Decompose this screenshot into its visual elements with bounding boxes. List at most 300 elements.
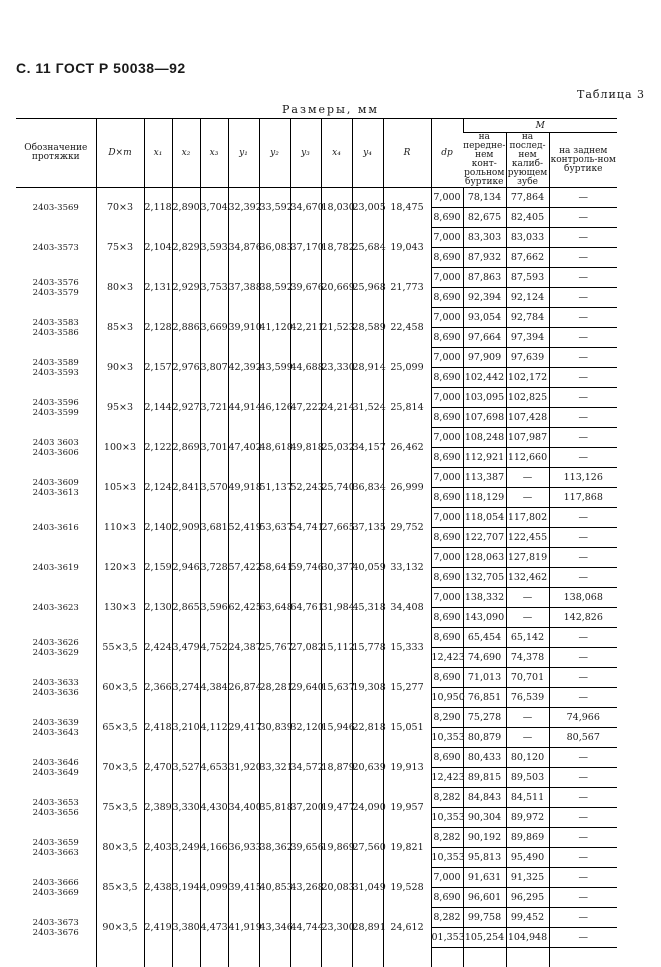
table-row — [16, 748, 617, 768]
col-x3: x₃ — [200, 119, 228, 188]
cell-y2: 28,281 — [259, 668, 290, 708]
cell-m-last: 83,033 — [506, 228, 549, 248]
cell-m-last: 89,869 — [506, 828, 549, 848]
cell-dp: 8,690 — [431, 488, 463, 508]
cell-r: 24,612 — [383, 908, 431, 948]
cell-y1: 26,874 — [228, 668, 259, 708]
cell-m-front: 83,303 — [463, 228, 506, 248]
cell-m-front: 87,932 — [463, 248, 506, 268]
cell-code: 2403 3603 2403-3606 — [16, 428, 96, 468]
cell-code: 2403-3596 2403-3599 — [16, 388, 96, 428]
cell-x2: 2,865 — [172, 588, 200, 628]
cell-m-rear: — — [549, 288, 617, 308]
cell-y1: 47,402 — [228, 428, 259, 468]
cell-m-front: 80,879 — [463, 728, 506, 748]
table-row — [16, 308, 617, 328]
cell-code: 2403-3589 2403-3593 — [16, 348, 96, 388]
cell-y2: 33,321 — [259, 748, 290, 788]
cell-code: 2403-3609 2403-3613 — [16, 468, 96, 508]
cell-x4: 18,879 — [321, 748, 352, 788]
cell-m-front: 93,054 — [463, 308, 506, 328]
cell-x2: 2,927 — [172, 388, 200, 428]
cell-m-front: 118,054 — [463, 508, 506, 528]
empty-cell — [549, 948, 617, 967]
cell-x3: 3,701 — [200, 428, 228, 468]
cell-x1: 2,157 — [144, 348, 172, 388]
cell-x4: 30,377 — [321, 548, 352, 588]
cell-y1: 24,387 — [228, 628, 259, 668]
cell-m-last: 107,428 — [506, 408, 549, 428]
cell-m-front: 71,013 — [463, 668, 506, 688]
cell-dp: 12,423 — [431, 648, 463, 668]
cell-y1: 62,425 — [228, 588, 259, 628]
cell-r: 19,528 — [383, 868, 431, 908]
cell-r: 15,277 — [383, 668, 431, 708]
cell-x3: 4,430 — [200, 788, 228, 828]
cell-x2: 3,527 — [172, 748, 200, 788]
cell-dp: 7,000 — [431, 548, 463, 568]
cell-x3: 3,669 — [200, 308, 228, 348]
cell-m-front: 96,601 — [463, 888, 506, 908]
cell-m-rear: 142,826 — [549, 608, 617, 628]
cell-y2: 58,641 — [259, 548, 290, 588]
empty-cell — [463, 948, 506, 967]
cell-r: 19,913 — [383, 748, 431, 788]
cell-m-last: 77,864 — [506, 188, 549, 208]
cell-x3: 4,473 — [200, 908, 228, 948]
cell-dxm: 60×3,5 — [96, 668, 144, 708]
col-y2: y₂ — [259, 119, 290, 188]
cell-m-front: 76,851 — [463, 688, 506, 708]
cell-x1: 2,418 — [144, 708, 172, 748]
cell-dp: 8,690 — [431, 528, 463, 548]
cell-m-last: 107,987 — [506, 428, 549, 448]
cell-x3: 3,807 — [200, 348, 228, 388]
cell-x1: 2,140 — [144, 508, 172, 548]
cell-x2: 3,194 — [172, 868, 200, 908]
empty-cell — [16, 948, 96, 967]
cell-m-rear: 117,868 — [549, 488, 617, 508]
empty-cell — [200, 948, 228, 967]
table-row — [16, 508, 617, 528]
cell-x1: 2,438 — [144, 868, 172, 908]
cell-y2: 51,137 — [259, 468, 290, 508]
cell-x4: 27,665 — [321, 508, 352, 548]
cell-code: 2403-3666 2403-3669 — [16, 868, 96, 908]
cell-m-last: 87,662 — [506, 248, 549, 268]
cell-x2: 3,479 — [172, 628, 200, 668]
cell-m-last: 97,639 — [506, 348, 549, 368]
cell-x4: 20,669 — [321, 268, 352, 308]
cell-dp: 8,282 — [431, 908, 463, 928]
cell-dp: 7,000 — [431, 228, 463, 248]
cell-m-front: 99,758 — [463, 908, 506, 928]
table-row — [16, 588, 617, 608]
cell-y4: 28,891 — [352, 908, 383, 948]
cell-x2: 3,249 — [172, 828, 200, 868]
cell-m-last: 76,539 — [506, 688, 549, 708]
empty-cell — [290, 948, 321, 967]
cell-x2: 3,274 — [172, 668, 200, 708]
cell-dxm: 85×3,5 — [96, 868, 144, 908]
cell-x2: 2,890 — [172, 188, 200, 228]
cell-x3: 4,099 — [200, 868, 228, 908]
cell-r: 26,999 — [383, 468, 431, 508]
cell-dxm: 65×3,5 — [96, 708, 144, 748]
cell-m-rear: — — [549, 268, 617, 288]
cell-dxm: 90×3 — [96, 348, 144, 388]
cell-y1: 29,417 — [228, 708, 259, 748]
cell-x1: 2,131 — [144, 268, 172, 308]
col-m-rear: на заднем контроль-ном буртике — [549, 133, 617, 188]
table-row — [16, 348, 617, 368]
cell-y3: 29,640 — [290, 668, 321, 708]
cell-x1: 2,104 — [144, 228, 172, 268]
cell-y3: 37,200 — [290, 788, 321, 828]
cell-r: 15,051 — [383, 708, 431, 748]
cell-m-front: 138,332 — [463, 588, 506, 608]
cell-dp: 7,000 — [431, 188, 463, 208]
cell-y4: 28,589 — [352, 308, 383, 348]
cell-y2: 48,618 — [259, 428, 290, 468]
table-row — [16, 828, 617, 848]
cell-y3: 37,170 — [290, 228, 321, 268]
cell-m-last: 74,378 — [506, 648, 549, 668]
cell-m-rear: — — [549, 428, 617, 448]
cell-x4: 31,984 — [321, 588, 352, 628]
cell-dp: 8,690 — [431, 248, 463, 268]
cell-dp: 12,423 — [431, 768, 463, 788]
cell-m-last: 117,802 — [506, 508, 549, 528]
cell-m-front: 74,690 — [463, 648, 506, 668]
cell-dxm: 75×3,5 — [96, 788, 144, 828]
cell-m-front: 132,705 — [463, 568, 506, 588]
cell-y1: 34,400 — [228, 788, 259, 828]
cell-m-rear: — — [549, 528, 617, 548]
cell-dp: 7,000 — [431, 348, 463, 368]
cell-y2: 53,637 — [259, 508, 290, 548]
cell-m-front: 91,631 — [463, 868, 506, 888]
cell-y4: 45,318 — [352, 588, 383, 628]
page-header: С. 11 ГОСТ Р 50038—92 — [16, 60, 186, 76]
table-body — [16, 188, 617, 967]
cell-dp: 7,000 — [431, 428, 463, 448]
cell-m-front: 78,134 — [463, 188, 506, 208]
empty-cell — [506, 948, 549, 967]
cell-m-last: 95,490 — [506, 848, 549, 868]
empty-cell — [96, 948, 144, 967]
cell-dp: 7,000 — [431, 308, 463, 328]
cell-m-last: 102,172 — [506, 368, 549, 388]
cell-y3: 39,656 — [290, 828, 321, 868]
cell-y4: 31,524 — [352, 388, 383, 428]
cell-y3: 49,818 — [290, 428, 321, 468]
cell-m-front: 82,675 — [463, 208, 506, 228]
cell-m-last: 132,462 — [506, 568, 549, 588]
cell-y2: 30,839 — [259, 708, 290, 748]
cell-x3: 4,166 — [200, 828, 228, 868]
cell-y4: 15,778 — [352, 628, 383, 668]
cell-x1: 2,144 — [144, 388, 172, 428]
cell-code: 2403-3583 2403-3586 — [16, 308, 96, 348]
cell-m-front: 65,454 — [463, 628, 506, 648]
cell-dp: 7,000 — [431, 588, 463, 608]
table-label: Таблица 3 — [577, 88, 645, 101]
cell-r: 33,132 — [383, 548, 431, 588]
cell-dp: 8,690 — [431, 748, 463, 768]
cell-y2: 25,767 — [259, 628, 290, 668]
cell-x2: 2,946 — [172, 548, 200, 588]
cell-x4: 23,300 — [321, 908, 352, 948]
cell-m-front: 107,698 — [463, 408, 506, 428]
cell-m-front: 87,863 — [463, 268, 506, 288]
cell-code: 2403-3659 2403-3663 — [16, 828, 96, 868]
dimensions-table — [16, 118, 617, 967]
table-row — [16, 548, 617, 568]
cell-x3: 3,728 — [200, 548, 228, 588]
cell-m-rear: — — [549, 188, 617, 208]
cell-m-rear: — — [549, 408, 617, 428]
col-y1: y₁ — [228, 119, 259, 188]
cell-r: 19,821 — [383, 828, 431, 868]
cell-m-last: — — [506, 608, 549, 628]
cell-dxm: 75×3 — [96, 228, 144, 268]
cell-x3: 4,752 — [200, 628, 228, 668]
cell-m-last: 92,124 — [506, 288, 549, 308]
empty-cell — [352, 948, 383, 967]
cell-dp: 8,282 — [431, 828, 463, 848]
cell-x1: 2,419 — [144, 908, 172, 948]
cell-dp: 8,690 — [431, 628, 463, 648]
cell-x2: 2,976 — [172, 348, 200, 388]
cell-dxm: 120×3 — [96, 548, 144, 588]
cell-dp: 7,000 — [431, 508, 463, 528]
cell-x2: 2,869 — [172, 428, 200, 468]
cell-m-rear: — — [549, 248, 617, 268]
empty-cell — [259, 948, 290, 967]
cell-dxm: 70×3,5 — [96, 748, 144, 788]
cell-x1: 2,130 — [144, 588, 172, 628]
cell-m-rear: — — [549, 228, 617, 248]
cell-m-front: 113,387 — [463, 468, 506, 488]
cell-x1: 2,403 — [144, 828, 172, 868]
cell-x4: 25,032 — [321, 428, 352, 468]
col-y4: y₄ — [352, 119, 383, 188]
cell-m-rear: — — [549, 568, 617, 588]
cell-y3: 42,211 — [290, 308, 321, 348]
cell-dxm: 130×3 — [96, 588, 144, 628]
cell-dp: 8,690 — [431, 328, 463, 348]
table-row — [16, 428, 617, 448]
col-x1: x₁ — [144, 119, 172, 188]
empty-cell — [172, 948, 200, 967]
cell-r: 26,462 — [383, 428, 431, 468]
cell-m-rear: — — [549, 888, 617, 908]
cell-m-front: 80,433 — [463, 748, 506, 768]
table-row — [16, 908, 617, 928]
cell-m-rear: — — [549, 508, 617, 528]
cell-x3: 3,681 — [200, 508, 228, 548]
cell-dp: 10,950 — [431, 688, 463, 708]
cell-m-rear: 74,966 — [549, 708, 617, 728]
cell-x1: 2,470 — [144, 748, 172, 788]
col-m-last: на послед-нем калиб-рующем зубе — [506, 133, 549, 188]
col-m-front: на передне-нем конт-рольном буртике — [463, 133, 506, 188]
cell-m-rear: — — [549, 768, 617, 788]
col-x2: x₂ — [172, 119, 200, 188]
cell-y3: 44,744 — [290, 908, 321, 948]
cell-r: 25,814 — [383, 388, 431, 428]
table-row — [16, 668, 617, 688]
cell-y3: 64,761 — [290, 588, 321, 628]
cell-x2: 2,929 — [172, 268, 200, 308]
cell-m-last: 99,452 — [506, 908, 549, 928]
cell-dp: 8,690 — [431, 408, 463, 428]
cell-m-front: 97,664 — [463, 328, 506, 348]
cell-dp: 01,353 — [431, 928, 463, 948]
cell-y1: 41,919 — [228, 908, 259, 948]
cell-x4: 25,740 — [321, 468, 352, 508]
cell-m-front: 84,843 — [463, 788, 506, 808]
cell-x3: 3,721 — [200, 388, 228, 428]
cell-m-rear: — — [549, 788, 617, 808]
cell-y3: 32,120 — [290, 708, 321, 748]
cell-m-rear: — — [549, 828, 617, 848]
cell-m-last: 92,784 — [506, 308, 549, 328]
cell-dp: 8,282 — [431, 788, 463, 808]
cell-y1: 34,876 — [228, 228, 259, 268]
table-row — [16, 228, 617, 248]
cell-m-last: 87,593 — [506, 268, 549, 288]
cell-y1: 32,392 — [228, 188, 259, 228]
cell-x3: 4,112 — [200, 708, 228, 748]
cell-m-rear: — — [549, 688, 617, 708]
empty-cell — [383, 948, 431, 967]
cell-y2: 38,592 — [259, 268, 290, 308]
cell-y3: 43,268 — [290, 868, 321, 908]
cell-y2: 40,853 — [259, 868, 290, 908]
cell-m-last: 82,405 — [506, 208, 549, 228]
cell-dxm: 80×3 — [96, 268, 144, 308]
cell-y1: 49,918 — [228, 468, 259, 508]
cell-m-front: 128,063 — [463, 548, 506, 568]
cell-m-last: — — [506, 488, 549, 508]
cell-m-rear: — — [549, 348, 617, 368]
cell-m-rear: — — [549, 388, 617, 408]
cell-m-rear: 80,567 — [549, 728, 617, 748]
cell-y4: 20,639 — [352, 748, 383, 788]
cell-r: 21,773 — [383, 268, 431, 308]
cell-y1: 44,914 — [228, 388, 259, 428]
cell-y4: 28,914 — [352, 348, 383, 388]
cell-x1: 2,424 — [144, 628, 172, 668]
table-row — [16, 268, 617, 288]
cell-m-rear: — — [549, 368, 617, 388]
cell-x2: 3,330 — [172, 788, 200, 828]
cell-dxm: 105×3 — [96, 468, 144, 508]
cell-m-last: 104,948 — [506, 928, 549, 948]
cell-r: 25,099 — [383, 348, 431, 388]
cell-m-rear: — — [549, 808, 617, 828]
cell-dp: 8,690 — [431, 608, 463, 628]
table-row — [16, 868, 617, 888]
cell-m-last: 122,455 — [506, 528, 549, 548]
empty-cell — [321, 948, 352, 967]
cell-x4: 21,523 — [321, 308, 352, 348]
cell-y2: 43,599 — [259, 348, 290, 388]
col-x4: x₄ — [321, 119, 352, 188]
cell-x1: 2,366 — [144, 668, 172, 708]
cell-m-front: 95,813 — [463, 848, 506, 868]
cell-x4: 18,782 — [321, 228, 352, 268]
cell-code: 2403-3673 2403-3676 — [16, 908, 96, 948]
cell-dp: 8,690 — [431, 288, 463, 308]
cell-y3: 54,741 — [290, 508, 321, 548]
cell-dxm: 55×3,5 — [96, 628, 144, 668]
cell-m-rear: 138,068 — [549, 588, 617, 608]
cell-m-rear: — — [549, 928, 617, 948]
cell-y4: 25,684 — [352, 228, 383, 268]
cell-x2: 2,841 — [172, 468, 200, 508]
cell-x4: 15,112 — [321, 628, 352, 668]
cell-m-last: 102,825 — [506, 388, 549, 408]
cell-m-rear: — — [549, 208, 617, 228]
cell-m-rear: — — [549, 848, 617, 868]
cell-r: 34,408 — [383, 588, 431, 628]
cell-y1: 39,910 — [228, 308, 259, 348]
cell-m-front: 90,192 — [463, 828, 506, 848]
cell-dp: 8,690 — [431, 668, 463, 688]
cell-x1: 2,122 — [144, 428, 172, 468]
cell-dp: 8,690 — [431, 448, 463, 468]
cell-x3: 3,596 — [200, 588, 228, 628]
cell-m-rear: — — [549, 668, 617, 688]
cell-x3: 3,704 — [200, 188, 228, 228]
col-m: M — [463, 119, 617, 133]
cell-m-rear: — — [549, 328, 617, 348]
cell-y1: 36,933 — [228, 828, 259, 868]
cell-y3: 47,222 — [290, 388, 321, 428]
cell-m-last: 80,120 — [506, 748, 549, 768]
col-dxm: D×m — [96, 119, 144, 188]
cell-m-front: 75,278 — [463, 708, 506, 728]
cell-y3: 34,670 — [290, 188, 321, 228]
cell-code: 2403-3633 2403-3636 — [16, 668, 96, 708]
cell-m-rear: — — [549, 748, 617, 768]
cell-y4: 37,135 — [352, 508, 383, 548]
cell-m-last: 65,142 — [506, 628, 549, 648]
cell-m-last: 112,660 — [506, 448, 549, 468]
cell-dp: 8,690 — [431, 568, 463, 588]
cell-y3: 39,676 — [290, 268, 321, 308]
cell-y1: 31,920 — [228, 748, 259, 788]
cell-y1: 57,422 — [228, 548, 259, 588]
cell-y4: 36,834 — [352, 468, 383, 508]
empty-cell — [431, 948, 463, 967]
cell-y1: 37,388 — [228, 268, 259, 308]
cell-m-last: 127,819 — [506, 548, 549, 568]
cell-y2: 35,818 — [259, 788, 290, 828]
cell-code: 2403-3619 — [16, 548, 96, 588]
cell-r: 18,475 — [383, 188, 431, 228]
cell-dp: 7,000 — [431, 468, 463, 488]
cell-m-front: 103,095 — [463, 388, 506, 408]
cell-dp: 10,353 — [431, 848, 463, 868]
table-row — [16, 788, 617, 808]
cell-m-last: 70,701 — [506, 668, 549, 688]
col-r: R — [383, 119, 431, 188]
cell-y4: 19,308 — [352, 668, 383, 708]
